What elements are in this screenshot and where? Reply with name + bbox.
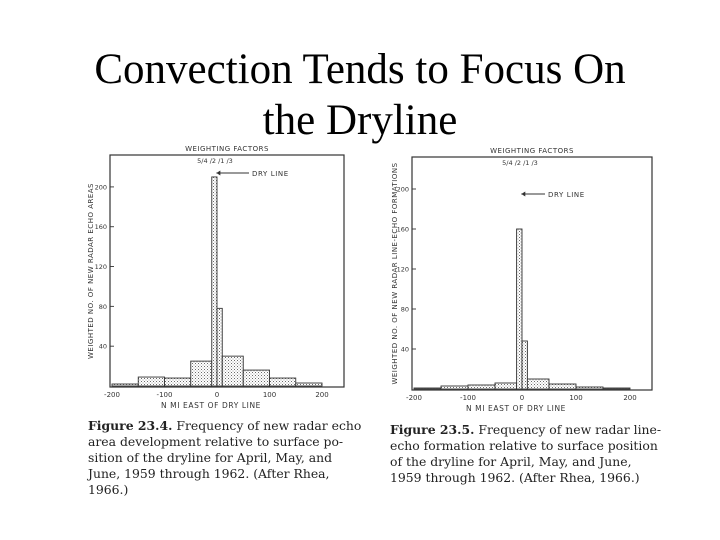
- caption-line: of the dryline for April, May, and June,: [390, 454, 632, 469]
- histogram-bar: [112, 384, 138, 386]
- x-tick-label: -200: [406, 394, 422, 402]
- x-tick-label: 100: [569, 394, 583, 402]
- figure-caption-23-5: [390, 422, 661, 486]
- x-tick-label: 200: [315, 391, 329, 399]
- chart-radar-echo-areas: [87, 145, 344, 410]
- histogram-bar: [441, 386, 468, 389]
- histogram-bar: [468, 385, 495, 389]
- chart-frame: [110, 155, 344, 387]
- x-axis-label: N MI EAST OF DRY LINE: [160, 401, 262, 410]
- y-tick-label: 160: [396, 225, 409, 234]
- x-axis-label: N MI EAST OF DRY LINE: [465, 404, 567, 413]
- x-tick-label: 200: [623, 394, 637, 402]
- caption-line: area development relative to surface po-: [88, 434, 344, 449]
- weighting-factors: 5/4 /2 /1 /3: [502, 159, 538, 167]
- y-axis-label: WEIGHTED NO. OF NEW RADAR ECHO AREAS: [87, 182, 95, 360]
- y-tick-label: 200: [396, 185, 409, 194]
- histogram-bar: [495, 383, 517, 389]
- histogram-bar: [414, 388, 441, 389]
- caption-line: 1959 through 1962. (After Rhea, 1966.): [390, 470, 640, 485]
- histogram-bar: [212, 177, 217, 386]
- chart-frame: [412, 157, 652, 390]
- histogram-bar: [527, 379, 549, 389]
- histogram-bar: [217, 308, 222, 386]
- caption-line: June, 1959 through 1962. (After Rhea,: [88, 466, 330, 481]
- histogram-bar: [222, 356, 243, 386]
- caption-line: sition of the dryline for April, May, and: [88, 450, 333, 465]
- caption-line: 1966.): [88, 482, 129, 497]
- histogram-bar: [191, 361, 212, 386]
- caption-line: [390, 422, 661, 438]
- x-tick-label: 0: [214, 391, 220, 399]
- histogram-bar: [549, 384, 576, 389]
- chart-header: WEIGHTING FACTORS: [490, 147, 574, 155]
- histogram-bar: [296, 383, 322, 386]
- caption-text: Frequency of new radar line-: [474, 422, 662, 437]
- y-tick-label: 200: [94, 183, 107, 192]
- y-axis-label: WEIGHTED NO. OF NEW RADAR LINE-ECHO FORMATIONS: [391, 162, 399, 385]
- caption-text: Frequency of new radar echo: [172, 418, 362, 433]
- slide-title-line-2: the Dryline: [262, 97, 458, 144]
- caption-line: [88, 418, 361, 434]
- histogram-bar: [270, 378, 296, 386]
- caption-label: Figure 23.5.: [390, 422, 475, 437]
- x-tick-label: -200: [104, 391, 120, 399]
- histogram-bar: [243, 370, 269, 386]
- histogram-bar: [517, 229, 522, 389]
- y-tick-label: 160: [94, 223, 107, 232]
- histogram-bar: [603, 388, 630, 389]
- y-tick-label: 120: [396, 265, 409, 274]
- histogram-bar: [522, 341, 527, 389]
- dry-line-annotation: DRY LINE: [252, 170, 289, 178]
- x-tick-label: -100: [156, 391, 173, 399]
- y-tick-label: 40: [400, 345, 409, 354]
- y-tick-label: 80: [98, 302, 107, 311]
- x-tick-label: 100: [262, 391, 277, 399]
- y-tick-label: 120: [94, 263, 107, 272]
- histogram-bar: [165, 378, 191, 386]
- y-tick-label: 40: [98, 342, 107, 351]
- histogram-bar: [138, 377, 164, 386]
- chart-header: WEIGHTING FACTORS: [185, 145, 269, 153]
- weighting-factors: 5/4 /2 /1 /3: [197, 157, 233, 165]
- chart-radar-line-echo-formations: [391, 147, 652, 413]
- y-tick-label: 80: [400, 305, 409, 314]
- x-tick-label: -100: [460, 394, 476, 402]
- dry-line-annotation: DRY LINE: [548, 191, 585, 199]
- x-tick-label: 0: [519, 394, 525, 402]
- arrow-head-icon: [216, 171, 220, 176]
- histogram-bar: [576, 387, 603, 389]
- arrow-head-icon: [521, 192, 525, 197]
- slide-title-line-1: Convection Tends to Focus On: [94, 46, 626, 93]
- caption-label: Figure 23.4.: [88, 418, 173, 433]
- figure-caption-23-4: [88, 418, 361, 498]
- caption-line: echo formation relative to surface position: [390, 438, 658, 453]
